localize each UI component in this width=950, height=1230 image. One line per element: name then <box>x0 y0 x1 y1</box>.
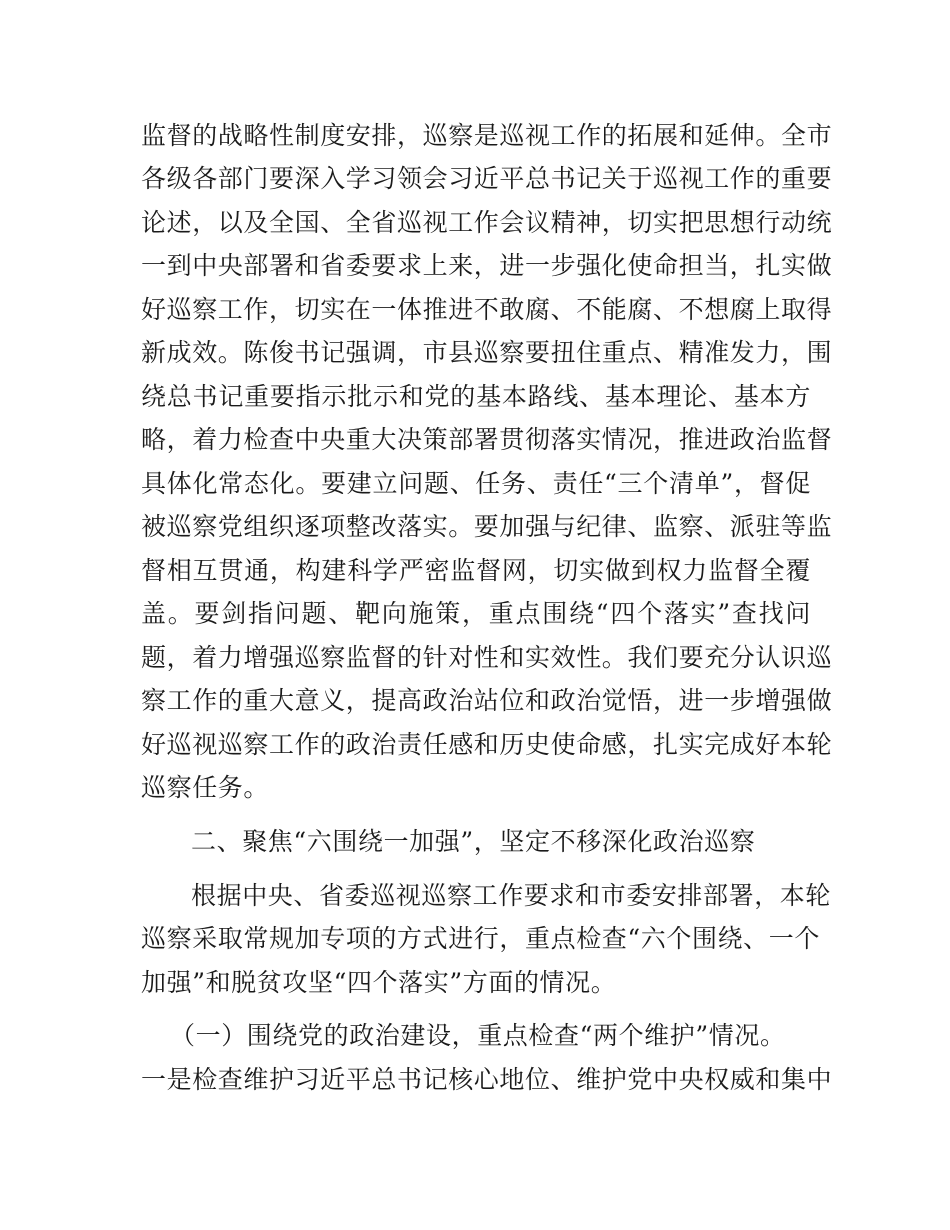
text-line: 各级各部门要深入学习领会习近平总书记关于巡视工作的重要 <box>141 164 833 193</box>
text-line: 巡察任务。 <box>141 773 270 802</box>
text-line: 一是检查维护习近平总书记核心地位、维护党中央权威和集中 <box>141 1065 833 1094</box>
text-line: 好巡察工作，切实在一体推进不敢腐、不能腐、不想腐上取得 <box>141 295 833 324</box>
text-line: 被巡察党组织逐项整改落实。要加强与纪律、监察、派驻等监 <box>141 512 833 541</box>
text-line: 一到中央部署和省委要求上来，进一步强化使命担当，扎实做 <box>141 251 833 280</box>
section-heading: 二、聚焦“六围绕一加强”，坚定不移深化政治巡察 <box>191 827 756 856</box>
text-line: 巡察采取常规加专项的方式进行，重点检查“六个围绕、一个 <box>141 924 820 953</box>
text-line: 督相互贯通，构建科学严密监督网，切实做到权力监督全覆 <box>141 556 811 585</box>
text-line: 根据中央、省委巡视巡察工作要求和市委安排部署，本轮 <box>191 881 832 910</box>
text-line: 加强”和脱贫攻坚“四个落实”方面的情况。 <box>141 968 617 997</box>
text-line: 略，着力检查中央重大决策部署贯彻落实情况，推进政治监督 <box>141 425 833 454</box>
text-line: 论述，以及全国、全省巡视工作会议精神，切实把思想行动统 <box>141 208 833 237</box>
text-line: 绕总书记重要指示批示和党的基本路线、基本理论、基本方 <box>141 382 811 411</box>
text-line: 监督的战略性制度安排，巡察是巡视工作的拓展和延伸。全市 <box>141 121 833 150</box>
subsection-heading: （一）围绕党的政治建设，重点检查“两个维护”情况。 <box>170 1021 786 1050</box>
text-line: 题，着力增强巡察监督的针对性和实效性。我们要充分认识巡 <box>141 643 833 672</box>
text-line: 新成效。陈俊书记强调，市县巡察要扭住重点、精准发力，围 <box>141 338 833 367</box>
text-line: 盖。要剑指问题、靶向施策，重点围绕“四个落实”查找问 <box>141 599 811 628</box>
text-line: 好巡视巡察工作的政治责任感和历史使命感，扎实完成好本轮 <box>141 730 833 759</box>
text-line: 察工作的重大意义，提高政治站位和政治觉悟，进一步增强做 <box>141 686 833 715</box>
text-line: 具体化常态化。要建立问题、任务、责任“三个清单”，督促 <box>141 469 811 498</box>
